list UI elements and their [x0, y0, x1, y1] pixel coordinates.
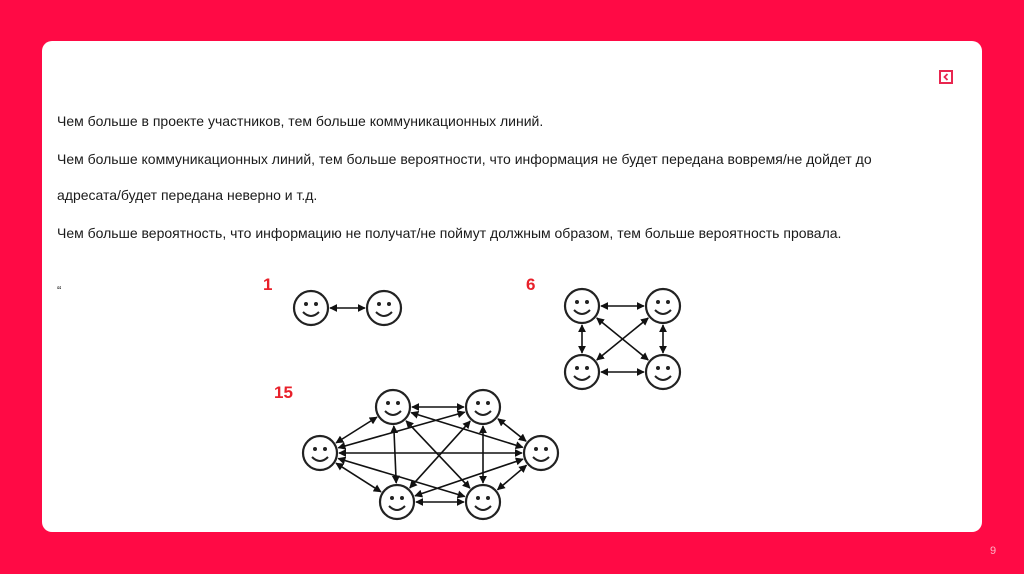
- smiley-face-icon: [646, 355, 680, 389]
- page-number: 9: [990, 545, 997, 557]
- label-six: 6: [526, 275, 536, 294]
- quote-mark: “: [57, 283, 62, 298]
- smiley-face-icon: [565, 289, 599, 323]
- paragraph-4: Чем больше вероятность, что информацию не получат/не поймут должным образом, тем больше вероятность провала.: [57, 225, 842, 241]
- participant-nodes: [294, 289, 680, 519]
- paragraph-2: Чем больше коммуникационных линий, тем больше вероятности, что информация не будет передана вовремя/не дойдет до: [57, 151, 872, 167]
- connection-line: [411, 413, 523, 448]
- connection-line: [498, 419, 526, 441]
- smiley-face-icon: [646, 289, 680, 323]
- smiley-face-icon: [380, 485, 414, 519]
- connection-line: [498, 465, 527, 489]
- label-one: 1: [263, 275, 273, 294]
- smiley-face-icon: [294, 291, 328, 325]
- connection-line: [336, 463, 381, 492]
- smiley-face-icon: [303, 436, 337, 470]
- paragraph-1: Чем больше в проекте участников, тем больше коммуникационных линий.: [57, 113, 544, 129]
- smiley-face-icon: [565, 355, 599, 389]
- label-fifteen: 15: [274, 383, 293, 402]
- smiley-face-icon: [524, 436, 558, 470]
- smiley-face-icon: [466, 390, 500, 424]
- smiley-face-icon: [466, 485, 500, 519]
- smiley-face-icon: [367, 291, 401, 325]
- paragraph-3: адресата/будет передана неверно и т.д.: [57, 187, 318, 203]
- smiley-face-icon: [376, 390, 410, 424]
